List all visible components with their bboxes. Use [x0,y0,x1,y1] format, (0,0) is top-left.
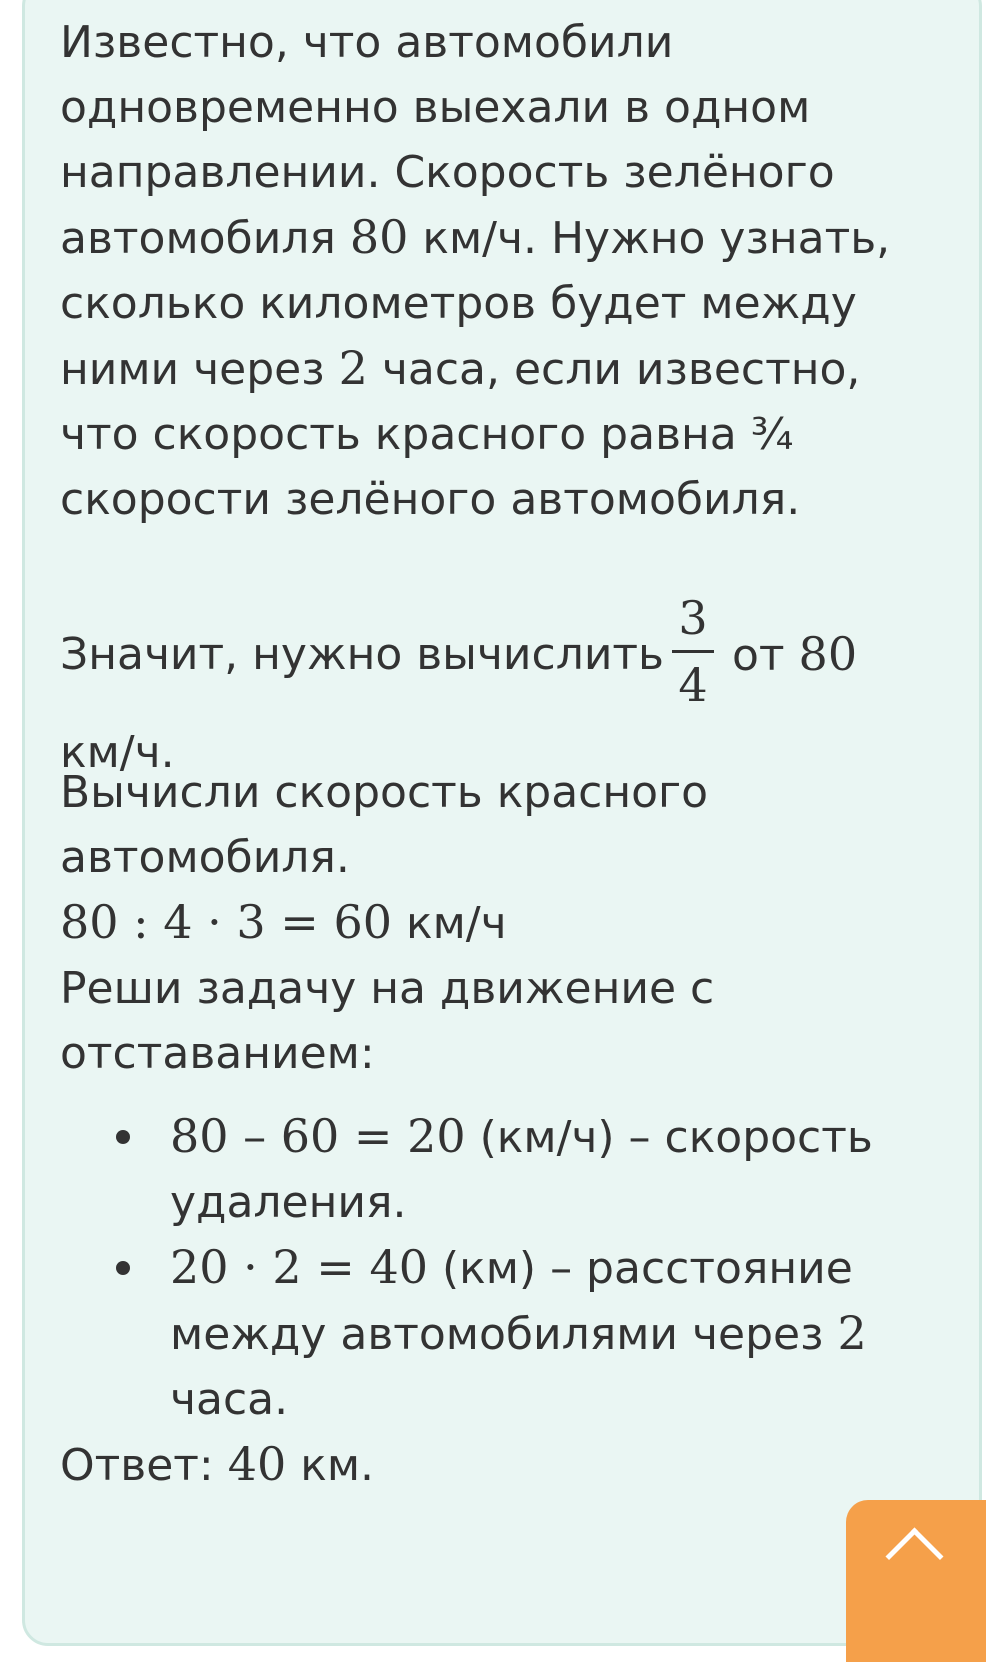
fraction-paragraph [60,580,940,778]
step-text: между автомобилями через [170,1309,838,1360]
bullet-icon [116,1261,130,1275]
fraction-numerator: 3 [678,591,708,645]
bullet-icon [116,1130,130,1144]
formula-math: 80 : 4 · 3 = 60 [60,895,392,949]
text-line: км/ч. Нужно узнать, [408,213,891,264]
text-line: одновременно выехали в одном [60,82,811,133]
text-line: сколько километров будет между [60,278,857,329]
text-line: Вычисли скорость красного [60,767,709,818]
list-item [60,1235,940,1432]
text-line: отставанием: [60,1028,375,1079]
compute-instruction [60,760,940,890]
list-item [60,1104,940,1235]
formula-unit: км/ч [392,898,507,949]
step-text: удаления. [170,1177,407,1228]
text-line: часа, если известно, [367,344,861,395]
text-line: автомобиля [60,213,350,264]
answer-value: 40 [227,1437,287,1491]
calc-tail-word: от [732,630,799,681]
chevron-up-icon [886,1528,944,1586]
math-number: 2 [837,1306,867,1360]
text-line: направлении. Скорость зелёного [60,147,835,198]
solution-steps [60,1104,940,1432]
text-line: скорости зелёного автомобиля. [60,474,801,525]
solve-instruction [60,956,940,1086]
step-text: (км) – расстояние [428,1243,853,1294]
step-text: (км/ч) – скорость [465,1112,873,1163]
math-number: 80 [798,627,858,681]
answer-unit: км. [286,1440,375,1491]
text-line: автомобиля. [60,832,350,883]
math-number: 80 [349,210,409,264]
solution-content [60,10,940,1498]
text-line: Известно, что автомобили [60,17,674,68]
calc-lead-text: Значит, нужно вычислить [60,629,664,680]
fraction [670,590,716,713]
scroll-up-button[interactable] [846,1500,986,1662]
answer-label: Ответ: [60,1440,228,1491]
fraction-bar [672,650,714,653]
calc-unit: км/ч. [60,727,175,778]
text-line: ними через [60,344,339,395]
math-number: 2 [338,341,368,395]
calc-tail [732,622,857,688]
step-math: 80 – 60 = 20 [170,1109,466,1163]
problem-statement [60,10,940,532]
formula-line [60,890,940,956]
step-math: 20 · 2 = 40 [170,1240,428,1294]
text-line: что скорость красного равна ¾ [60,409,794,460]
text-line: Реши задачу на движение с [60,963,715,1014]
fraction-denominator: 4 [678,658,708,712]
step-text: часа. [170,1374,289,1425]
answer-line [60,1432,940,1498]
